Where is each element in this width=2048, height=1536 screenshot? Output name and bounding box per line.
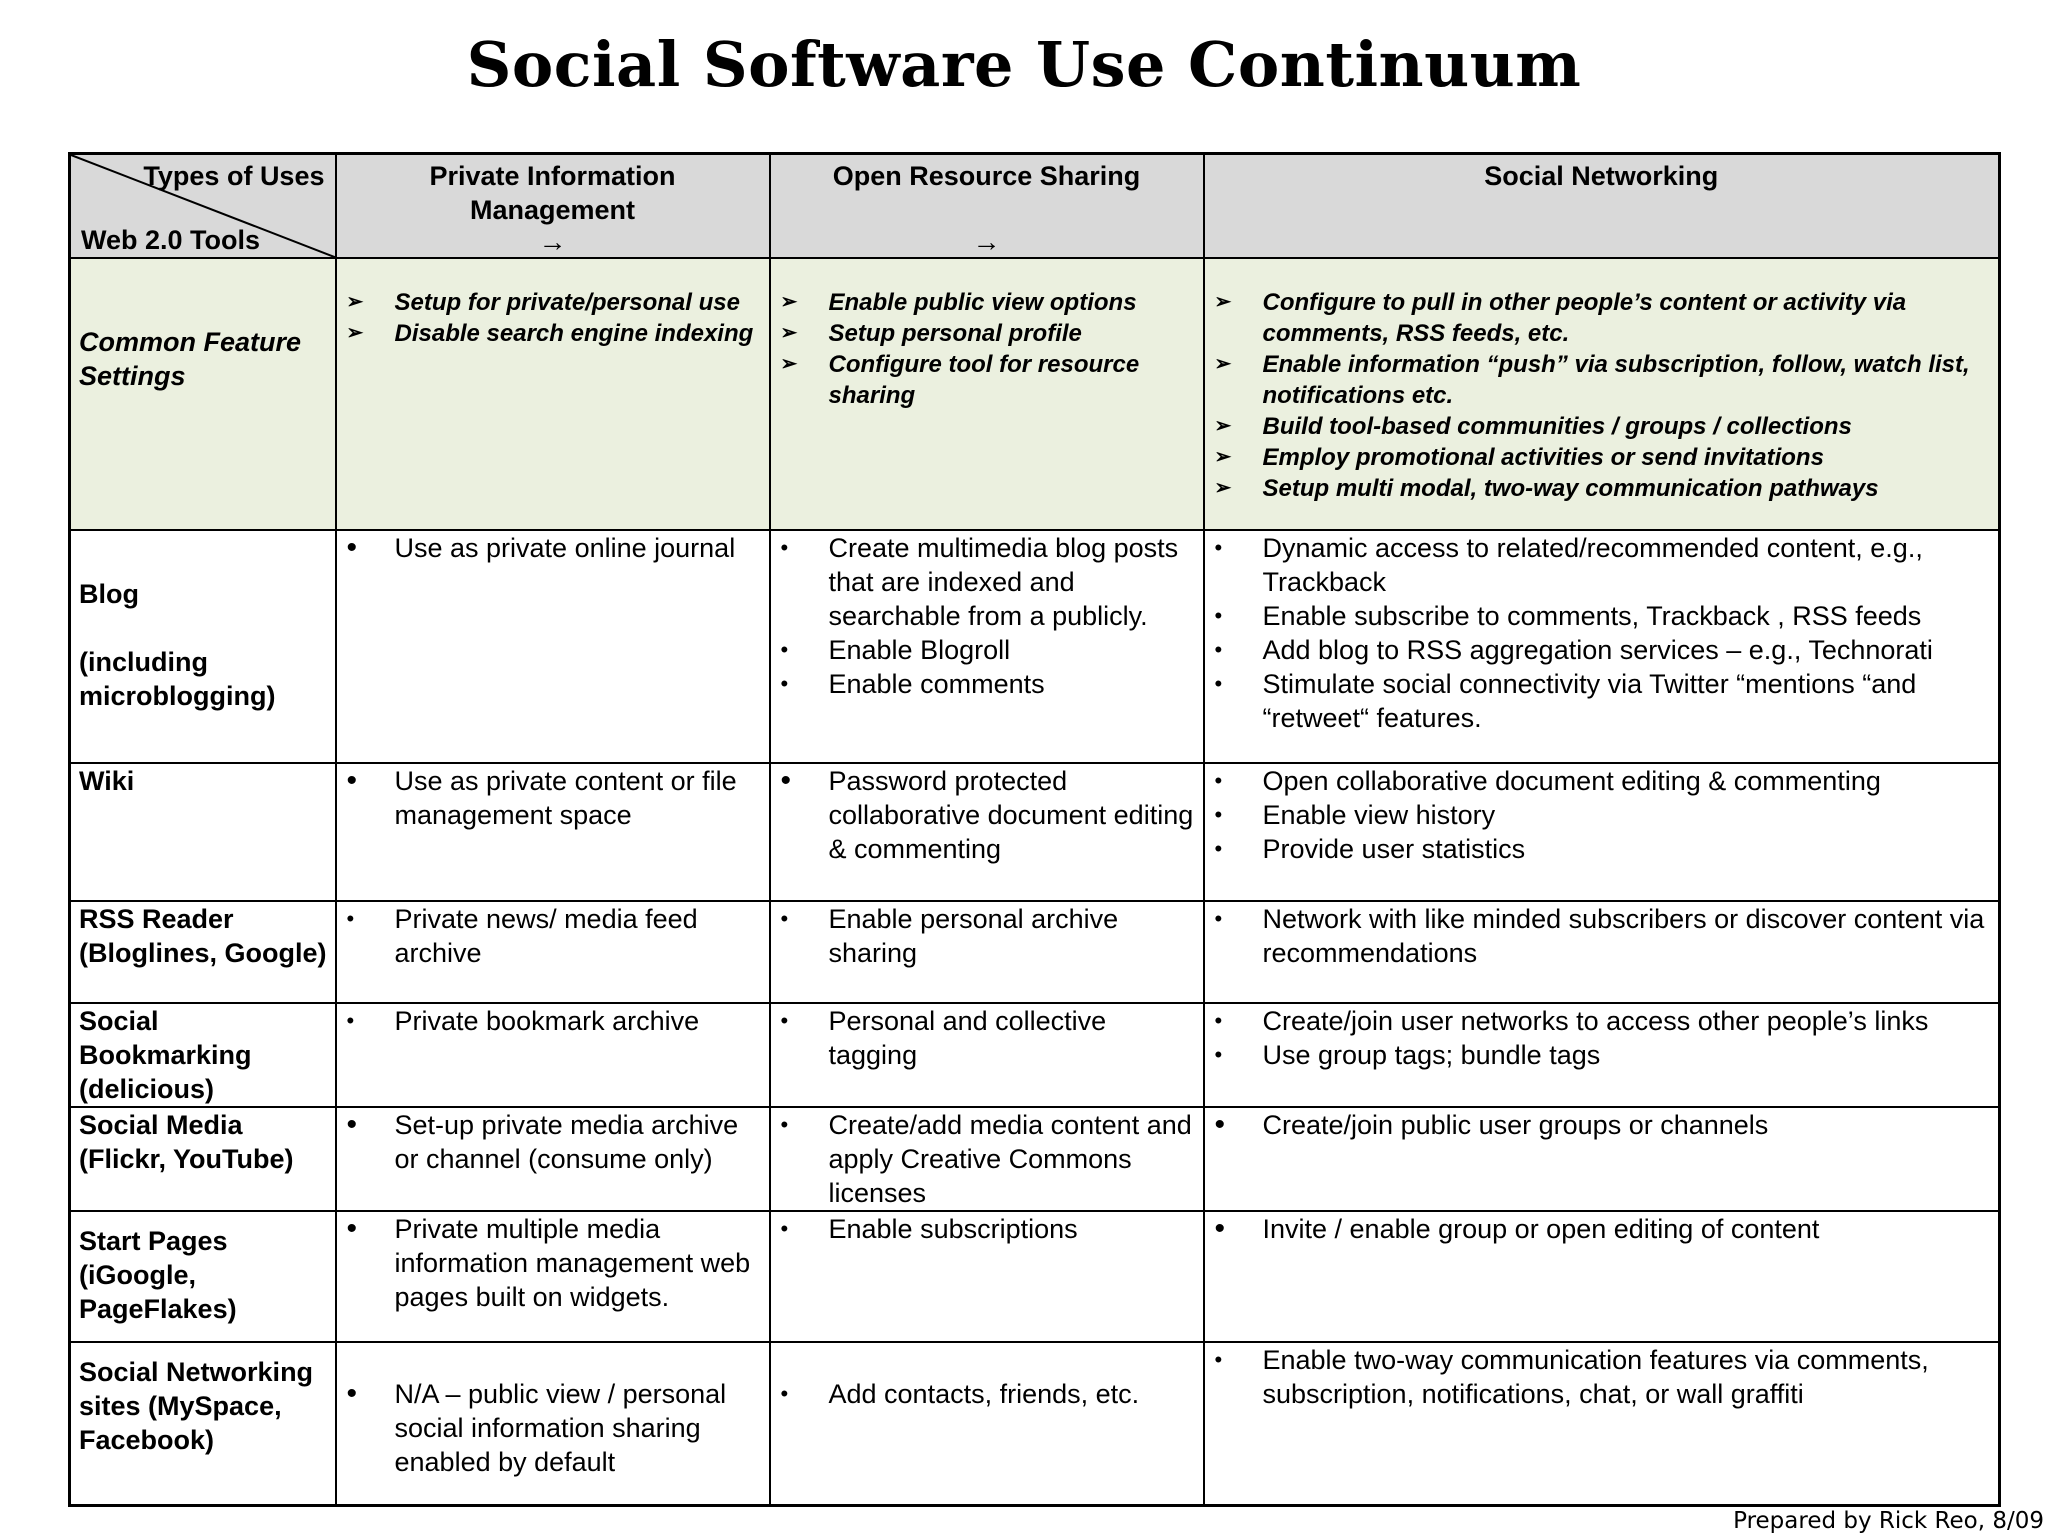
- cell-open: [770, 530, 1204, 763]
- col-header-private: [336, 154, 770, 259]
- arrowhead-bullet-icon: ➢: [1214, 446, 1232, 468]
- list-item: • Private news/ media feed archive: [346, 904, 698, 968]
- table-row: [70, 1211, 2000, 1342]
- list-item: • Enable comments: [780, 669, 1045, 699]
- row-label-social-networking-sites: Social Networking sites (MySpace, Facebook): [70, 1342, 336, 1505]
- row-label-wiki: Wiki: [70, 763, 336, 901]
- list-item: • Provide user statistics: [1214, 834, 1526, 864]
- row-label-social-bookmarking: Social Bookmarking (delicious): [70, 1003, 336, 1107]
- list-item: • Stimulate social connectivity via Twitter “mentions “and “retweet“ features.: [1214, 669, 1917, 733]
- cell-social: [1204, 1003, 2000, 1107]
- list-item: ➢ Build tool-based communities / groups / collections: [1214, 413, 1852, 440]
- cell-private: [336, 1211, 770, 1342]
- list-item: • Create multimedia blog posts that are indexed and searchable from a publicly.: [780, 533, 1179, 631]
- cell-social: [1204, 763, 2000, 901]
- list-item: • Invite / enable group or open editing of content: [1214, 1212, 1820, 1245]
- feature-settings-row: [70, 258, 2000, 530]
- cell-private: [336, 901, 770, 1003]
- list-item: • Enable subscriptions: [780, 1214, 1078, 1244]
- list-item: ➢ Disable search engine indexing: [346, 320, 754, 347]
- list-item: • Network with like minded subscribers or discover content via recommendations: [1214, 904, 1985, 968]
- types-of-uses-label: Types of Uses: [143, 161, 325, 191]
- arrowhead-bullet-icon: ➢: [1214, 415, 1232, 437]
- list-item: • Personal and collective tagging: [780, 1006, 1107, 1070]
- header-row: [70, 154, 2000, 259]
- list-item: • Private bookmark archive: [346, 1006, 700, 1036]
- list-item: • Password protected collaborative document editing & commenting: [780, 764, 1194, 864]
- table-row: [70, 1342, 2000, 1505]
- arrowhead-bullet-icon: ➢: [346, 322, 364, 344]
- cell-social: [1204, 1107, 2000, 1211]
- list-item: • Open collaborative document editing & commenting: [1214, 766, 1881, 796]
- corner-cell: [70, 154, 336, 259]
- arrow-right-icon: →: [538, 226, 567, 257]
- table-row: [70, 1107, 2000, 1211]
- cell-open: [770, 1107, 1204, 1211]
- list-item: • Add contacts, friends, etc.: [780, 1379, 1140, 1409]
- feature-social-cell: [1204, 258, 2000, 530]
- list-item: ➢ Enable public view options: [780, 289, 1137, 316]
- row-label-blog: [70, 530, 336, 763]
- arrowhead-bullet-icon: ➢: [1214, 353, 1232, 375]
- list-item: • Create/join user networks to access other people’s links: [1214, 1006, 1929, 1036]
- cell-private: [336, 763, 770, 901]
- cell-private: [336, 1107, 770, 1211]
- table-row: [70, 901, 2000, 1003]
- cell-private: [336, 1342, 770, 1505]
- list-item: • Enable personal archive sharing: [780, 904, 1119, 968]
- row-label-rss-reader: RSS Reader (Bloglines, Google): [70, 901, 336, 1003]
- author-credit: Prepared by Rick Reo, 8/09: [1733, 1508, 2044, 1534]
- col-header-open: [770, 154, 1204, 259]
- cell-open: [770, 901, 1204, 1003]
- cell-open: [770, 1211, 1204, 1342]
- list-item: • Dynamic access to related/recommended content, e.g., Trackback: [1214, 533, 1923, 597]
- col-header-social-label: Social Networking: [1484, 161, 1719, 191]
- cell-social: [1204, 1211, 2000, 1342]
- row-label-subtext: (including microblogging): [79, 647, 276, 711]
- cell-private: [336, 530, 770, 763]
- list-item: ➢ Setup personal profile: [780, 320, 1082, 347]
- cell-open: [770, 1342, 1204, 1505]
- list-item: • Enable view history: [1214, 800, 1496, 830]
- continuum-table: [68, 152, 2001, 1507]
- arrowhead-bullet-icon: ➢: [346, 291, 364, 313]
- list-item: ➢ Configure to pull in other people’s content or activity via comments, RSS feeds, etc.: [1214, 289, 1907, 347]
- cell-open: [770, 1003, 1204, 1107]
- col-header-social: [1204, 154, 2000, 259]
- table-row: [70, 530, 2000, 763]
- feature-settings-label: Common Feature Settings: [70, 258, 336, 530]
- list-item: ➢ Setup multi modal, two-way communication pathways: [1214, 475, 1879, 502]
- arrowhead-bullet-icon: ➢: [780, 291, 798, 313]
- cell-open: [770, 763, 1204, 901]
- feature-open-cell: [770, 258, 1204, 530]
- list-item: • Private multiple media information management web pages built on widgets.: [346, 1212, 751, 1312]
- table-row: [70, 1003, 2000, 1107]
- col-header-private-label: Private Information Management: [429, 161, 676, 225]
- list-item: • Add blog to RSS aggregation services – e.g., Technorati: [1214, 635, 1933, 665]
- list-item: • Use as private online journal: [346, 531, 736, 564]
- arrowhead-bullet-icon: ➢: [1214, 477, 1232, 499]
- list-item: • Enable two-way communication features via comments, subscription, notifications, chat, or wall graffiti: [1214, 1345, 1929, 1409]
- list-item: • N/A – public view / personal social information sharing enabled by default: [346, 1377, 727, 1477]
- list-item: • Enable subscribe to comments, Trackback , RSS feeds: [1214, 601, 1922, 631]
- cell-private: [336, 1003, 770, 1107]
- list-item: • Create/add media content and apply Creative Commons licenses: [780, 1110, 1192, 1208]
- list-item: ➢ Enable information “push” via subscription, follow, watch list, notifications etc.: [1214, 351, 1970, 409]
- list-item: ➢ Setup for private/personal use: [346, 289, 740, 316]
- arrowhead-bullet-icon: ➢: [780, 353, 798, 375]
- row-label-text: Blog: [79, 579, 139, 609]
- list-item: • Create/join public user groups or channels: [1214, 1108, 1769, 1141]
- list-item: • Use as private content or file management space: [346, 764, 737, 830]
- list-item: • Enable Blogroll: [780, 635, 1011, 665]
- list-item: ➢ Configure tool for resource sharing: [780, 351, 1140, 409]
- arrowhead-bullet-icon: ➢: [1214, 291, 1232, 313]
- list-item: • Set-up private media archive or channel (consume only): [346, 1108, 739, 1174]
- web-tools-label: Web 2.0 Tools: [81, 225, 261, 255]
- page-title: Social Software Use Continuum: [466, 28, 1582, 101]
- cell-social: [1204, 530, 2000, 763]
- row-label-start-pages: Start Pages (iGoogle, PageFlakes): [70, 1211, 336, 1342]
- list-item: • Use group tags; bundle tags: [1214, 1040, 1601, 1070]
- row-label-social-media: Social Media (Flickr, YouTube): [70, 1107, 336, 1211]
- arrow-right-icon: →: [972, 226, 1001, 257]
- col-header-open-label: Open Resource Sharing: [832, 161, 1141, 191]
- list-item: ➢ Employ promotional activities or send invitations: [1214, 444, 1824, 471]
- arrowhead-bullet-icon: ➢: [780, 322, 798, 344]
- feature-private-cell: [336, 258, 770, 530]
- table-row: [70, 763, 2000, 901]
- cell-social: [1204, 901, 2000, 1003]
- cell-social: [1204, 1342, 2000, 1505]
